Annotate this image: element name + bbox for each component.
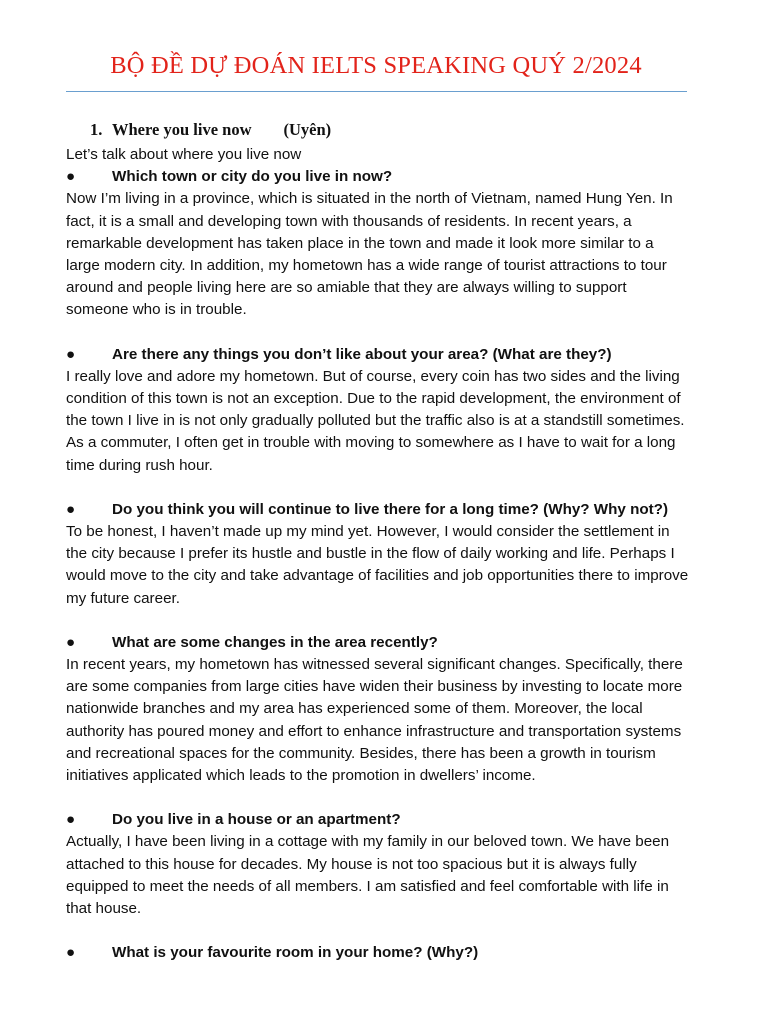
question-text: Are there any things you don’t like about your area? (What are they?) xyxy=(112,345,612,363)
bullet-icon: ● xyxy=(66,168,76,186)
question-text: What are some changes in the area recently? xyxy=(112,633,438,651)
question-text: Which town or city do you live in now? xyxy=(112,168,393,186)
question-heading xyxy=(66,809,691,831)
document-title: BỘ ĐỀ DỰ ĐOÁN IELTS SPEAKING QUÝ 2/2024 xyxy=(110,52,642,79)
question-text: Do you think you will continue to live there for a long time? (Why? Why not?) xyxy=(112,500,669,518)
bullet-icon: ● xyxy=(66,345,76,363)
title-underline-rule xyxy=(66,91,687,92)
section-content xyxy=(66,144,691,987)
qa-item xyxy=(66,166,691,321)
bullet-icon: ● xyxy=(66,633,76,651)
qa-item xyxy=(66,809,691,920)
section-intro: Let’s talk about where you live now xyxy=(66,146,302,163)
qa-item xyxy=(66,942,691,964)
question-text: What is your favourite room in your home? (Why?) xyxy=(112,944,479,962)
answer-text: To be honest, I haven’t made up my mind yet. However, I would consider the settlement in the city because I prefer its hustle and bustle in the flow of daily working and life. Perhaps I would move to the city and take advantage of facilities and job opportunities there to improve my future career. xyxy=(66,523,689,607)
section-number: 1. xyxy=(90,120,103,139)
section-title: Where you live now xyxy=(112,120,252,139)
section-heading xyxy=(90,120,331,140)
answer-text: I really love and adore my hometown. But of course, every coin has two sides and the living condition of this town is not an exception. Due to the rapid development, the environment of the town I live in is not only gradually polluted but the traffic also is at a standstill sometimes. As a commuter, I often get in trouble with moving to somewhere as I have to wait for a long time during rush hour. xyxy=(66,367,685,474)
qa-item xyxy=(66,499,691,610)
answer-text: Now I’m living in a province, which is situated in the north of Vietnam, named Hung Yen. In fact, it is a small and developing town with thousands of residents. In recent years, a remarkable development has taken place in the town and made it look more similar to a large modern city. In addition, my hometown has a wide range of tourist attractions to tour around and people living here are so amiable that they are always willing to support someone who is in trouble. xyxy=(66,190,673,319)
qa-item xyxy=(66,344,691,477)
bullet-icon: ● xyxy=(66,500,76,518)
answer-text: Actually, I have been living in a cottage with my family in our beloved town. We have been attached to this house for decades. My house is not too spacious but it is always fully equipped to meet the needs of all members. I am satisfied and feel comfortable with life in that house. xyxy=(66,833,670,918)
question-heading xyxy=(66,632,691,654)
bullet-icon: ● xyxy=(66,811,76,829)
question-text: Do you live in a house or an apartment? xyxy=(112,811,401,829)
answer-text: In recent years, my hometown has witnessed several significant changes. Specifically, there are some companies from large cities have widen their business by investing to locate more nationwide branches and my area has experienced some of them. Moreover, the local authority has poured money and effort to enhance infrastructure and transportation systems and recreational spaces for the community. Besides, there has been a growth in tourism initiatives applicated which leads to the promotion in dwellers’ income. xyxy=(66,656,683,785)
question-heading xyxy=(66,942,691,964)
qa-item xyxy=(66,632,691,787)
question-heading xyxy=(66,344,691,366)
section-author: (Uyên) xyxy=(283,120,332,139)
bullet-icon: ● xyxy=(66,944,76,962)
question-heading xyxy=(66,499,691,521)
question-heading xyxy=(66,166,691,188)
